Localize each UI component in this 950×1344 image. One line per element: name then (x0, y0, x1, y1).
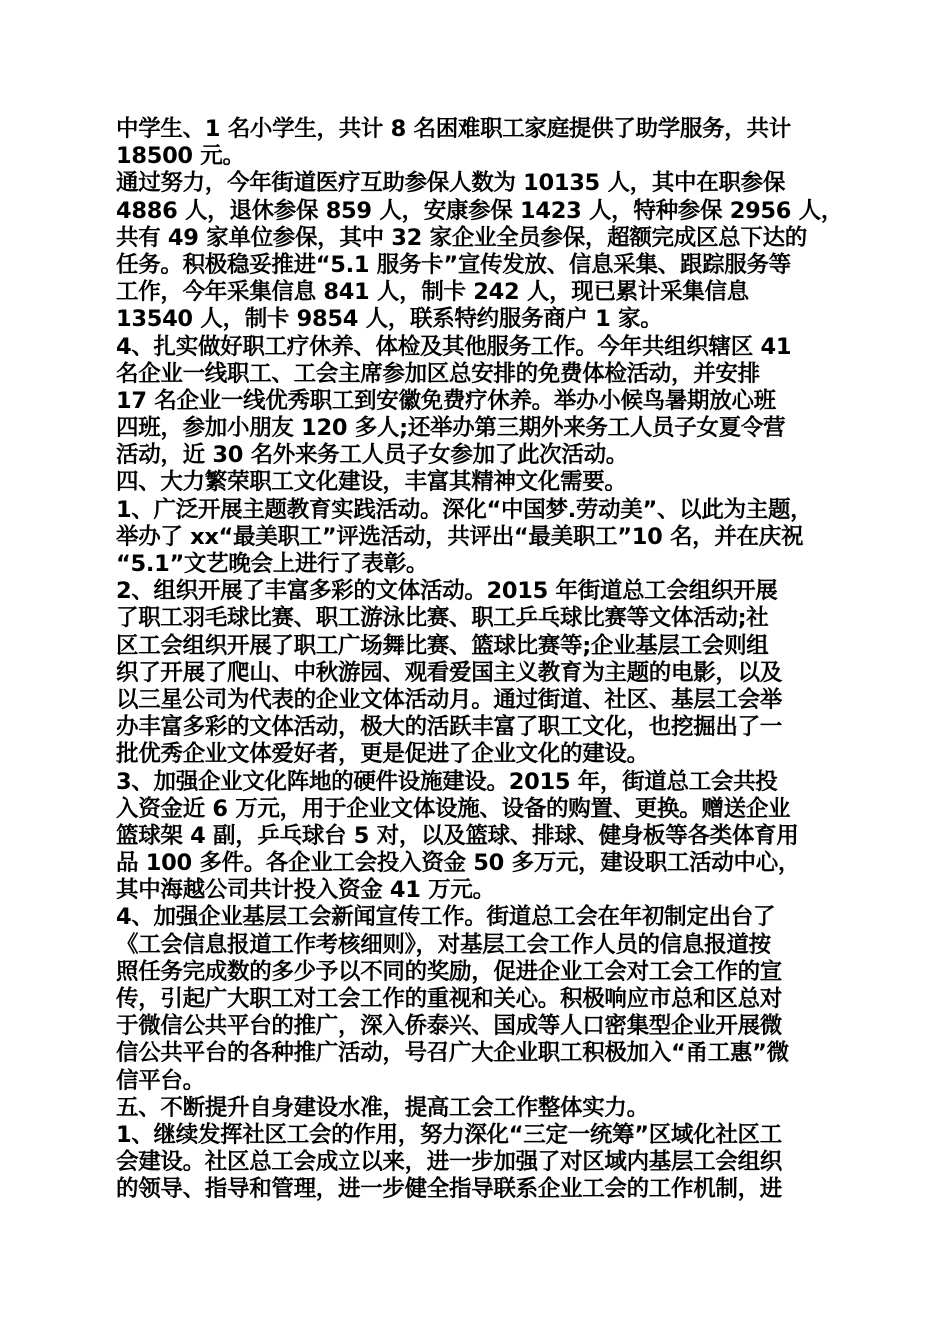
text-line: 会建设。社区总工会成立以来，进一步加强了对区域内基层工会组织 (116, 1149, 783, 1176)
text-line: 品 100 多件。各企业工会投入资金 50 多万元，建设职工活动中心， (116, 850, 801, 877)
text-line: 1、继续发挥社区工会的作用，努力深化“三定一统筹”区域化社区工 (116, 1121, 782, 1148)
text-line: 以三星公司为代表的企业文体活动月。通过街道、社区、基层工会举 (116, 686, 783, 713)
text-line: 13540 人，制卡 9854 人，联系特约服务商户 1 家。 (116, 306, 663, 333)
text-line: 批优秀企业文体爱好者，更是促进了企业文化的建设。 (116, 741, 649, 768)
text-line: 4886 人，退休参保 859 人，安康参保 1423 人，特种参保 2956 人， (116, 197, 844, 224)
body-text (116, 116, 844, 1204)
text-line: 其中海越公司共计投入资金 41 万元。 (116, 877, 495, 904)
text-line: 篮球架 4 副，乒乓球台 5 对，以及篮球、排球、健身板等各类体育用 (116, 822, 799, 849)
text-line: 于微信公共平台的推广，深入侨泰兴、国成等人口密集型企业开展微 (116, 1013, 783, 1040)
text-line: “5.1”文艺晚会上进行了表彰。 (116, 551, 429, 577)
section-heading: 五、不断提升自身建设水准，提高工会工作整体实力。 (116, 1094, 649, 1121)
text-line: 工作，今年采集信息 841 人，制卡 242 人，现已累计采集信息 (116, 279, 749, 306)
text-line: 《工会信息报道工作考核细则》，对基层工会工作人员的信息报道按 (116, 931, 771, 958)
text-line: 办丰富多彩的文体活动，极大的活跃丰富了职工文化，也挖掘出了一 (116, 714, 783, 741)
text-line: 18500 元。 (116, 143, 245, 170)
text-line: 信平台。 (116, 1067, 205, 1094)
text-line: 四班，参加小朋友 120 多人;还举办第三期外来务工人员子女夏令营 (116, 415, 786, 442)
text-line: 任务。积极稳妥推进“5.1 服务卡”宣传发放、信息采集、跟踪服务等 (116, 251, 791, 278)
text-line: 3、加强企业文化阵地的硬件设施建设。2015 年，街道总工会共投 (116, 768, 778, 795)
text-line: 区工会组织开展了职工广场舞比赛、篮球比赛等;企业基层工会则组 (116, 632, 769, 659)
text-line: 照任务完成数的多少予以不同的奖励，促进企业工会对工会工作的宣 (116, 958, 783, 985)
text-line: 信公共平台的各种推广活动，号召广大企业职工积极加入“甬工惠”微 (116, 1040, 789, 1067)
text-line: 的领导、指导和管理，进一步健全指导联系企业工会的工作机制，进 (116, 1176, 783, 1203)
text-line: 共有 49 家单位参保，其中 32 家企业全员参保，超额完成区总下达的 (116, 224, 807, 251)
text-line: 了职工羽毛球比赛、职工游泳比赛、职工乒乓球比赛等文体活动;社 (116, 605, 769, 632)
text-line: 举办了 xx“最美职工”评选活动，共评出“最美职工”10 名，并在庆祝 (116, 523, 804, 550)
text-line: 中学生、1 名小学生，共计 8 名困难职工家庭提供了助学服务，共计 (116, 116, 791, 142)
text-line: 2、组织开展了丰富多彩的文体活动。2015 年街道总工会组织开展 (116, 578, 778, 605)
text-line: 传，引起广大职工对工会工作的重视和关心。积极响应市总和区总对 (116, 986, 783, 1012)
text-line: 通过努力，今年街道医疗互助参保人数为 10135 人，其中在职参保 (116, 170, 786, 197)
text-line: 织了开展了爬山、中秋游园、观看爱国主义教育为主题的电影，以及 (116, 659, 783, 686)
section-heading: 四、大力繁荣职工文化建设，丰富其精神文化需要。 (116, 469, 627, 496)
text-line: 活动，近 30 名外来务工人员子女参加了此次活动。 (116, 442, 628, 469)
text-line: 17 名企业一线优秀职工到安徽免费疗休养。举办小候鸟暑期放心班 (116, 387, 776, 414)
text-line: 4、扎实做好职工疗休养、体检及其他服务工作。今年共组织辖区 41 (116, 333, 792, 360)
text-line: 1、广泛开展主题教育实践活动。深化“中国梦.劳动美”、以此为主题， (116, 496, 813, 523)
text-line: 名企业一线职工、工会主席参加区总安排的免费体检活动，并安排 (116, 360, 760, 387)
text-line: 4、加强企业基层工会新闻宣传工作。街道总工会在年初制定出台了 (116, 904, 776, 931)
text-line: 入资金近 6 万元，用于企业文体设施、设备的购置、更换。赠送企业 (116, 795, 791, 822)
